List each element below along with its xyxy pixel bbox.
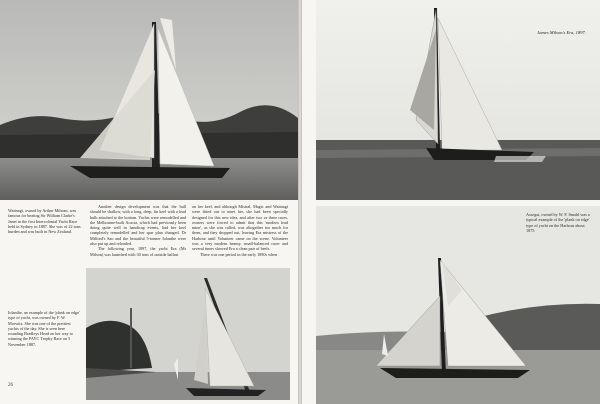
page-number: 26 xyxy=(8,383,13,388)
body-paragraph: on her keel, and although Mistral, Magic and Waitangi were fitted out to meet her, she had been specially designed for this new idea, and after two or three races, owners were forced to admit that this 'modern lead mine', as she was called, was altogether too much for them, and they dropped out, leaving Era mistress of the Harbour until Volunteer came on the scene. Volunteer was a very modern beamy, small-balanced racer and several times showed Era a clean pair of heels. xyxy=(192,204,288,252)
left-page xyxy=(0,0,298,404)
caption-era: James Milson's Era, 1897. xyxy=(537,30,586,35)
body-column-2 xyxy=(192,204,288,257)
caption-iolanthe: Iolanthe, an example of the 'plank on edge' type of yacht, was owned by F. W. Morwitz. She was one of the prettiest yachts of the day. She is seen here rounding Bradleys Head on her way to winning the PAYC Trophy Race on 5 November 1887. xyxy=(8,310,80,347)
body-paragraph: The following year, 1897, the yacht Era (Mr Milson) was launched with 30 tons of outside ballast xyxy=(90,246,186,257)
body-column-1 xyxy=(90,204,186,257)
photo-waitangi xyxy=(0,0,298,200)
body-paragraph: There was one period in the early 1890s when xyxy=(200,251,278,257)
photo-iolanthe xyxy=(86,268,290,400)
photo-assegai xyxy=(316,206,600,404)
caption-waitangi: Waitangi, owned by Arthur Milsom, was famous for beating Sir William Clarke's Janet in the first Intercolonial Yacht Race held in Sydney in 1887. She was of 22 tons burden and was built in New Zealand. xyxy=(8,208,81,235)
right-page xyxy=(302,0,600,404)
body-paragraph: Another design development was that the hull should be shallow, with a long, deep, fin keel with a lead bulb attached to the bottom. Yachts were remodelled and the Melbourne-built Acacia, which had previously been doing quite well in handicap events, had her keel completely remodelled and her spar plan changed. Dr Milford's Sao and the beautiful 5-tonner Iolanthe were also put up and reloaded. xyxy=(90,204,186,247)
caption-assegai: Assegai, owned by W. F. Smahl was a typical example of the 'plank on edge' type of yacht on the Harbour about 1875. xyxy=(526,212,590,233)
